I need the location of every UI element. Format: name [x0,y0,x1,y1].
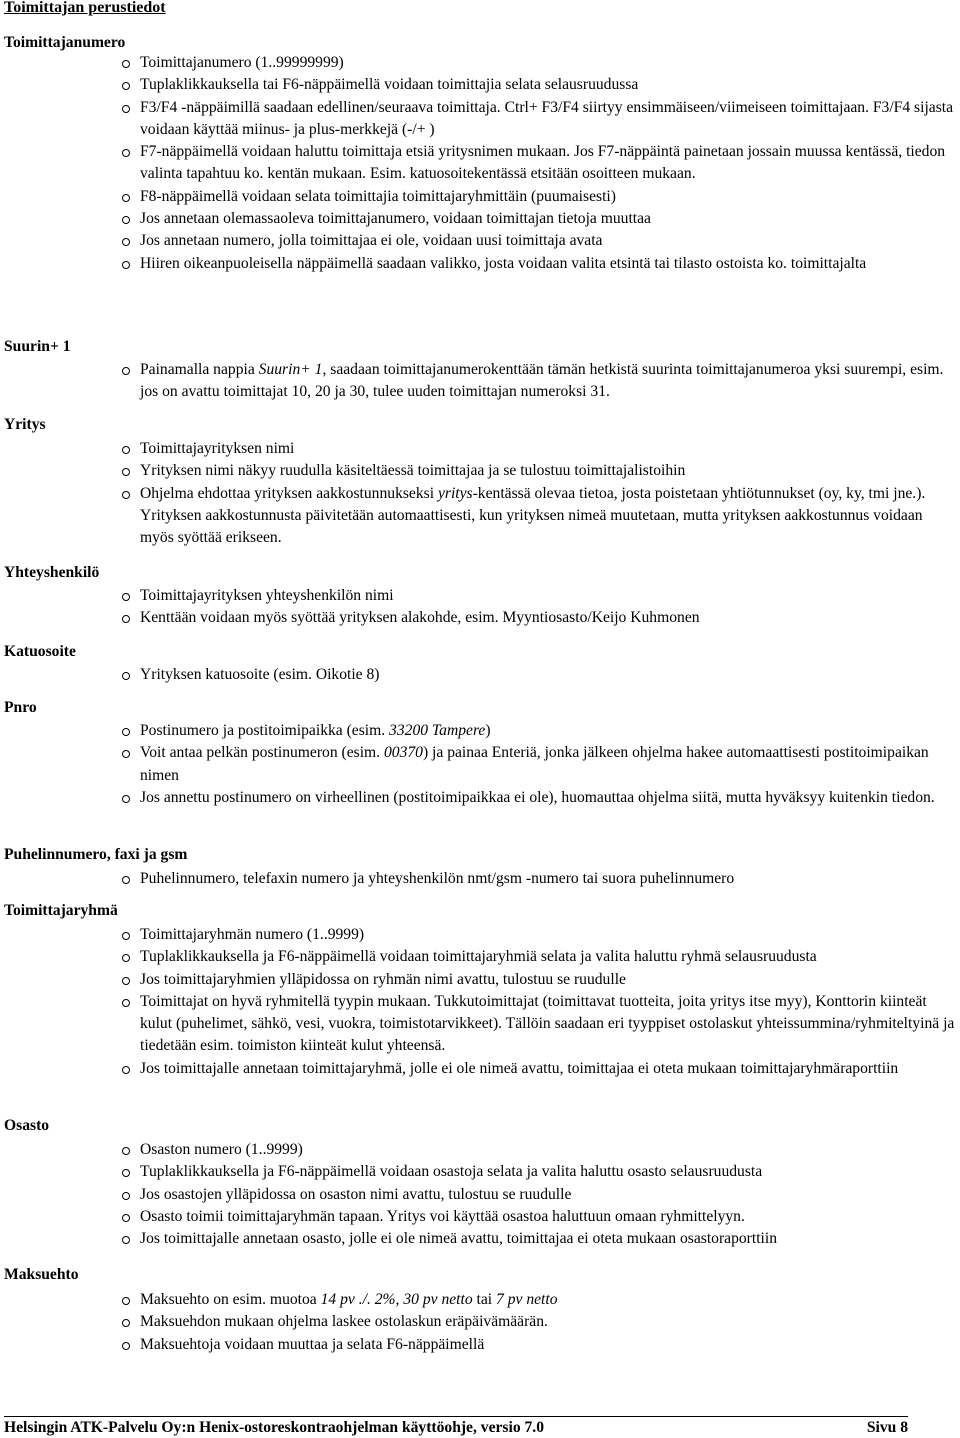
list-yritys [118,438,960,549]
list-item: Jos toimittajalle annetaan toimittajaryhmä, jolle ei ole nimeä avattu, toimittajaa ei oteta mukaan toimittajaryhmäraporttiin [118,1058,960,1080]
list-item: Hiiren oikeanpuoleisella näppäimellä saadaan valikko, josta voidaan valita etsintä tai tilasto ostoista ko. toimittajalta [118,253,960,275]
heading-yhteyshenkilo: Yhteyshenkilö [4,564,100,581]
text: Voit antaa pelkän postinumeron (esim. [140,744,384,762]
list-item: Toimittajayrityksen yhteyshenkilön nimi [118,585,960,607]
list-item: Toimittajanumero (1..99999999) [118,52,960,74]
heading-maksuehto: Maksuehto [4,1266,79,1283]
list-item: Tuplaklikkauksella ja F6-näppäimellä voidaan osastoja selata ja valita haluttu osasto selausruudusta [118,1161,960,1183]
list-suurin [118,359,960,404]
list-item: F3/F4 -näppäimillä saadaan edellinen/seuraava toimittaja. Ctrl+ F3/F4 siirtyy ensimmäiseen/viimeiseen toimittajaan. F3/F4 sijasta voidaan käyttää miinus- ja plus-merkkejä (-/+ ) [118,97,960,142]
footer-page-number: Sivu 8 [866,1419,908,1436]
list-item [118,720,960,742]
list-item: Jos annetaan olemassaoleva toimittajanumero, voidaan toimittajan tietoja muuttaa [118,208,960,230]
emphasis: 00370 [383,744,423,762]
emphasis: 14 pv ./. 2%, 30 pv netto [320,1291,473,1308]
text: Maksuehdon mukaan ohjelma laskee ostolaskun eräpäivämäärän. [140,1313,548,1331]
emphasis: Suurin+ 1 [258,361,323,378]
heading-suurin: Suurin+ 1 [4,338,71,355]
emphasis: 7 pv netto [496,1291,558,1308]
list-item [118,1334,960,1356]
text: Ohjelma ehdottaa yrityksen aakkostunnukseksi [140,484,438,502]
list-item [118,1289,960,1311]
list-toimittajaryhma [118,924,960,1080]
heading-toimittajaryhma: Toimittajaryhmä [4,902,118,919]
footer-document-title: Helsingin ATK-Palvelu Oy:n Henix-ostoreskontraohjelman käyttöohje, versio 7.0 [4,1419,545,1436]
list-item [118,742,960,787]
list-yhteyshenkilo [118,585,960,630]
heading-osasto: Osasto [4,1117,50,1134]
text: Maksuehtoja voidaan muuttaa ja selata F6-näppäimellä [140,1335,485,1353]
list-item: Toimittajaryhmän numero (1..9999) [118,924,960,946]
text: -kentässä olevaa tietoa, josta poistetaan yhtiötunnukset (oy, ky, tmi jne.). Yrityksen aakkostunnusta päivitetään automaattisesti, kun yrityksen nimeä muutetaan, mutta yrityksen aakkostunnus voidaan myös syöttää erikseen. [140,484,926,547]
list-puhelin [118,868,960,890]
list-item [118,460,960,482]
text: tai [472,1291,497,1308]
list-item: Jos toimittajaryhmien ylläpidossa on ryhmän nimi avattu, tulostuu se ruudulle [118,969,960,991]
list-toimittajanumero [118,52,960,275]
list-item: Tuplaklikkauksella ja F6-näppäimellä voidaan toimittajaryhmiä selata ja valita haluttu ryhmä selausruudusta [118,946,960,968]
text: ) ja painaa Enteriä, jonka jälkeen ohjelma hakee automaattisesti postitoimipaikan nimen [140,744,929,784]
emphasis: 33200 Tampere [389,722,486,739]
list-item [118,359,960,404]
list-item: Puhelinnumero, telefaxin numero ja yhteyshenkilön nmt/gsm -numero tai suora puhelinnumero [118,868,960,890]
text: Yrityksen nimi näkyy ruudulla käsiteltäessä toimittajaa ja se tulostuu toimittajalistoihin [140,462,686,480]
list-item: Osasto toimii toimittajaryhmän tapaan. Yritys voi käyttää osastoa haluttuun omaan ryhmittelyyn. [118,1206,960,1228]
list-item: Kenttään voidaan myös syöttää yrityksen alakohde, esim. Myyntiosasto/Keijo Kuhmonen [118,607,960,629]
list-pnro [118,720,960,809]
list-osasto [118,1139,960,1250]
text: ) [485,722,491,739]
text: Maksuehto on esim. muotoa [140,1291,321,1308]
list-katuosoite [118,664,960,686]
text: Jos annettu postinumero on virheellinen (postitoimipaikkaa ei ole), huomauttaa ohjelma siitä, mutta hyväksyy kuitenkin tiedon. [140,788,935,806]
list-item [118,483,960,550]
list-item: Jos osastojen ylläpidossa on osaston nimi avattu, tulostuu se ruudulle [118,1184,960,1206]
list-item: Yrityksen katuosoite (esim. Oikotie 8) [118,664,960,686]
text: , saadaan toimittajanumerokenttään tämän hetkistä suurinta toimittajanumeroa yksi suurempi, esim. jos on avattu toimittajat 10, 20 ja 30, tulee uuden toimittajan numeroksi 31. [140,361,944,401]
heading-pnro: Pnro [4,699,37,716]
list-item: F8-näppäimellä voidaan selata toimittajia toimittajaryhmittäin (puumaisesti) [118,186,960,208]
list-item: Jos toimittajalle annetaan osasto, jolle ei ole nimeä avattu, toimittajaa ei oteta mukaan osastoraporttiin [118,1228,960,1250]
heading-toimittajanumero: Toimittajanumero [4,34,126,51]
list-item: Tuplaklikkauksella tai F6-näppäimellä voidaan toimittajia selata selausruudussa [118,74,960,96]
page-title: Toimittajan perustiedot [4,0,166,16]
page-footer [4,1416,908,1438]
heading-katuosoite: Katuosoite [4,643,76,660]
heading-puhelin: Puhelinnumero, faxi ja gsm [4,846,188,863]
list-item [118,787,960,809]
list-item [118,438,960,460]
list-item: F7-näppäimellä voidaan haluttu toimittaja etsiä yritysnimen mukaan. Jos F7-näppäintä painetaan jossain muussa kentässä, tiedon valinta tapahtuu ko. kentän mukaan. Esim. katuosoitekentässä etsitään osoitteen mukaan. [118,141,960,186]
emphasis: yritys [437,484,473,502]
list-item: Osaston numero (1..9999) [118,1139,960,1161]
list-item [118,1311,960,1333]
text: Painamalla nappia [140,361,259,378]
text: Postinumero ja postitoimipaikka (esim. [140,722,390,739]
text: Toimittajayrityksen nimi [140,440,295,457]
list-maksuehto [118,1289,960,1356]
list-item: Toimittajat on hyvä ryhmitellä tyypin mukaan. Tukkutoimittajat (toimittavat tuotteita, joita yritys itse myy), Konttorin kiinteät kulut (puhelimet, sähkö, vesi, vuokra, toimistotarvikkeet). Tällöin saadaan eri tyyppiset ostolaskut yhteissummina/ryhmiteltyinä ja tiedetään esim. toimiston kiinteät kulut yhteensä. [118,991,960,1058]
heading-yritys: Yritys [4,416,46,433]
list-item: Jos annetaan numero, jolla toimittajaa ei ole, voidaan uusi toimittaja avata [118,230,960,252]
